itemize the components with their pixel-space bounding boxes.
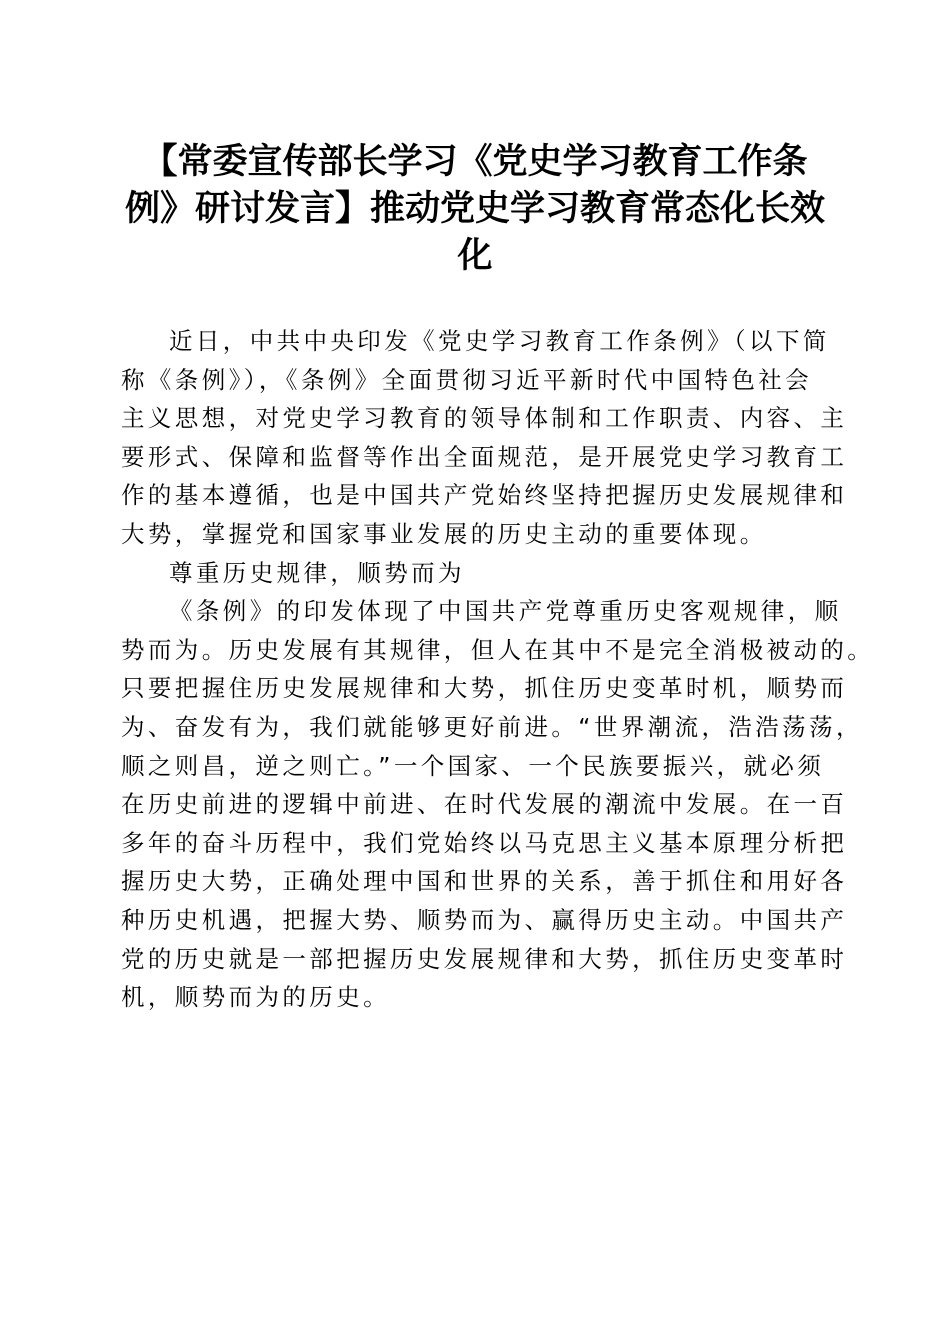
paragraph-line: 多年的奋斗历程中，我们党始终以马克思主义基本原理分析把 (121, 828, 848, 857)
paragraph-line: 党的历史就是一部把握历史发展规律和大势，抓住历史变革时 (121, 944, 848, 973)
paragraph-line: 要形式、保障和监督等作出全面规范，是开展党史学习教育工 (121, 442, 848, 471)
paragraph-line: 为、奋发有为，我们就能够更好前进。“世界潮流，浩浩荡荡， (121, 712, 863, 741)
title-line-1: 【常委宣传部长学习《党史学习教育工作条 (142, 141, 808, 182)
paragraph-line: 机，顺势而为的历史。 (121, 983, 390, 1012)
paragraph-line: 主义思想，对党史学习教育的领导体制和工作职责、内容、主 (121, 404, 848, 433)
title-line-2: 例》研讨发言】推动党史学习教育常态化长效 (124, 188, 825, 229)
paragraph-line: 种历史机遇，把握大势、顺势而为、赢得历史主动。中国共产 (121, 905, 848, 934)
intro-paragraph (121, 322, 848, 554)
section-heading (121, 554, 841, 593)
paragraph-line: 近日，中共中央印发《党史学习教育工作条例》（以下简 (169, 327, 830, 355)
paragraph-line: 在历史前进的逻辑中前进、在时代发展的潮流中发展。在一百 (121, 790, 848, 819)
title-line-3: 化 (457, 235, 493, 276)
paragraph-line: 《条例》的印发体现了中国共产党尊重历史客观规律，顺 (169, 597, 842, 626)
paragraph-line: 作的基本遵循，也是中国共产党始终坚持把握历史发展规律和 (121, 481, 848, 510)
paragraph-line: 顺之则昌，逆之则亡。”一个国家、一个民族要振兴，就必须 (121, 751, 825, 780)
paragraph-line: 大势，掌握党和国家事业发展的历史主动的重要体现。 (121, 519, 767, 548)
paragraph-line: 握历史大势，正确处理中国和世界的关系，善于抓住和用好各 (121, 867, 848, 896)
document-title (90, 138, 860, 279)
document-body (121, 322, 875, 1017)
section-heading-text: 尊重历史规律，顺势而为 (169, 558, 465, 587)
body-paragraph (121, 592, 875, 1017)
paragraph-line: 只要把握住历史发展规律和大势，抓住历史变革时机，顺势而 (121, 674, 848, 703)
paragraph-line: 称《条例》），《条例》全面贯彻习近平新时代中国特色社会 (121, 365, 813, 394)
paragraph-line: 势而为。历史发展有其规律，但人在其中不是完全消极被动的。 (121, 635, 875, 664)
